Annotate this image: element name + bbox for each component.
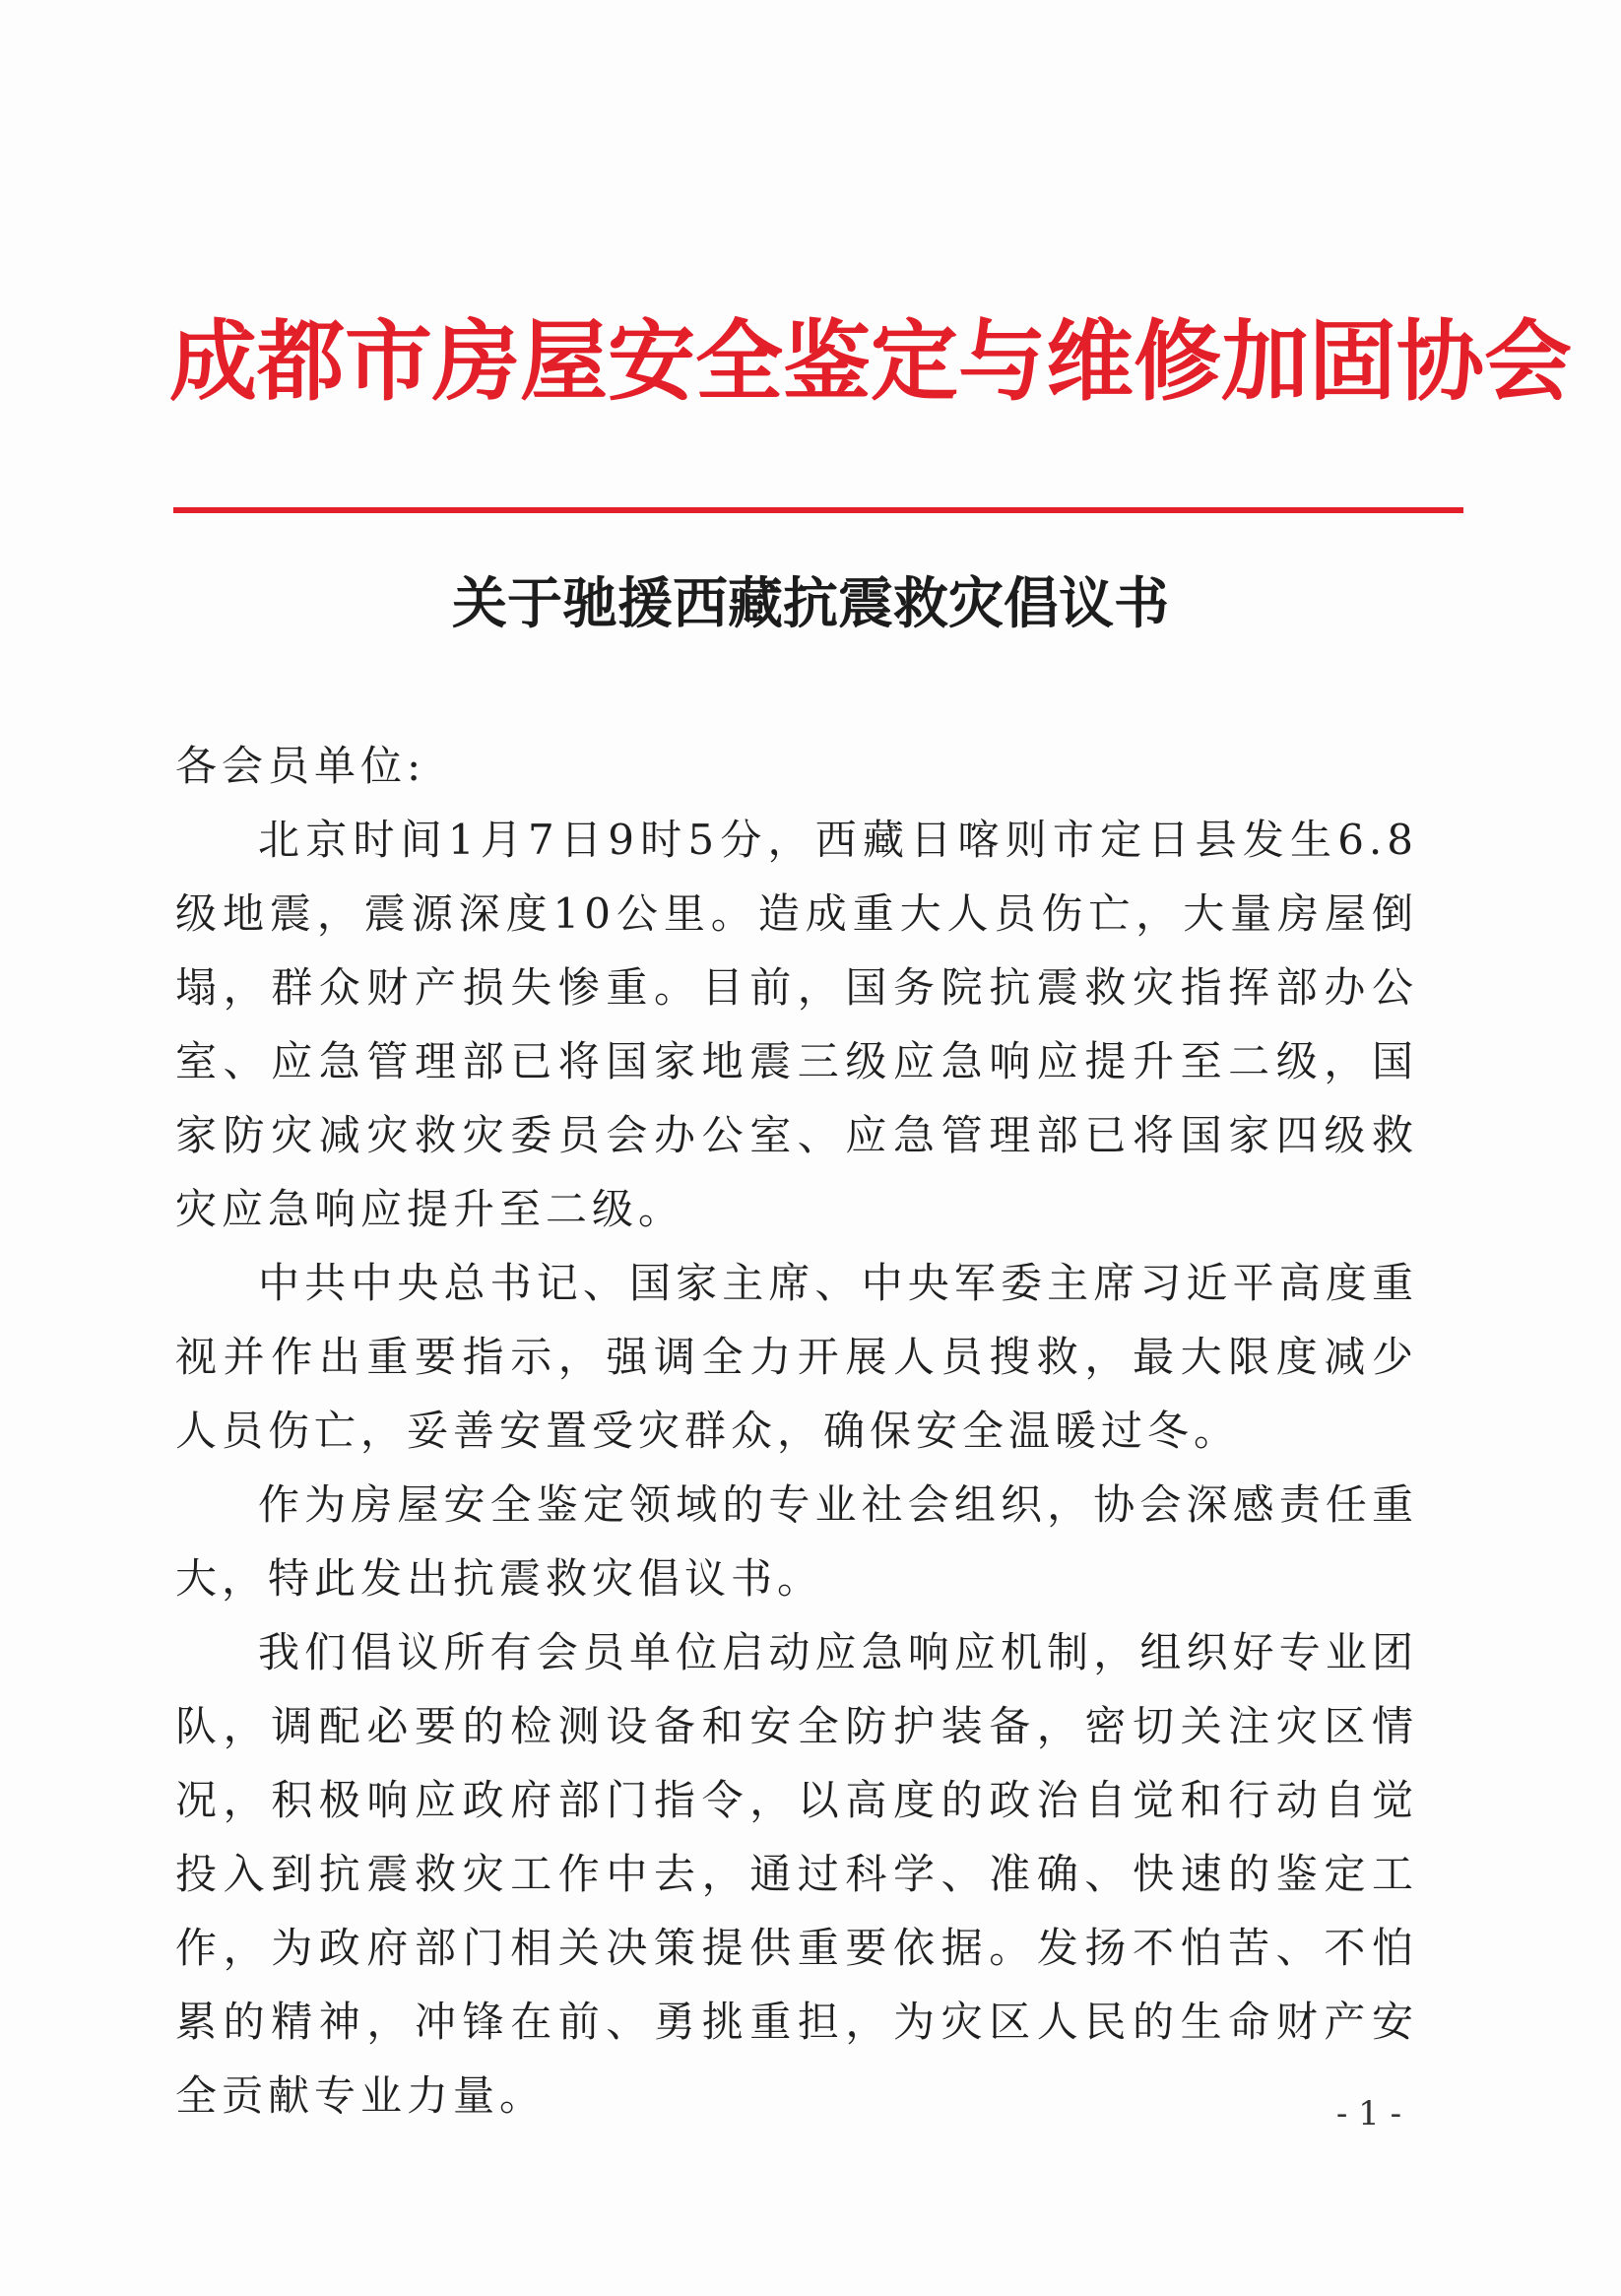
salutation: 各会员单位:	[175, 742, 426, 790]
page-number: - 1 -	[1335, 2094, 1402, 2133]
paragraph-4: 我们倡议所有会员单位启动应急响应机制，组织好专业团队，调配必要的检测设备和安全防护装备，密切关注灾区情况，积极响应政府部门指令，以高度的政治自觉和行动自觉投入到抗震救灾工作中去，通过科学、准确、快速的鉴定工作，为政府部门相关决策提供重要依据。发扬不怕苦、不怕累的精神，冲锋在前、勇挑重担，为灾区人民的生命财产安全贡献专业力量。	[175, 1628, 1418, 2120]
paragraph-1: 北京时间1月7日9时5分，西藏日喀则市定日县发生6.8级地震，震源深度10公里。造成重大人员伤亡，大量房屋倒塌，群众财产损失惨重。目前，国务院抗震救灾指挥部办公室、应急管理部已将国家地震三级应急响应提升至二级，国家防灾减灾救灾委员会办公室、应急管理部已将国家四级救灾应急响应提升至二级。	[175, 816, 1418, 1233]
organization-header: 成都市房屋安全鉴定与维修加固协会	[169, 309, 1572, 413]
paragraph-3: 作为房屋安全鉴定领域的专业社会组织，协会深感责任重大，特此发出抗震救灾倡议书。	[175, 1480, 1418, 1603]
header-divider	[173, 507, 1463, 513]
document-title: 关于驰援西藏抗震救灾倡议书	[452, 571, 1169, 636]
document-body	[175, 729, 1418, 2132]
paragraph-2: 中共中央总书记、国家主席、中央军委主席习近平高度重视并作出重要指示，强调全力开展人员搜救，最大限度减少人员伤亡，妥善安置受灾群众，确保安全温暖过冬。	[175, 1259, 1418, 1455]
